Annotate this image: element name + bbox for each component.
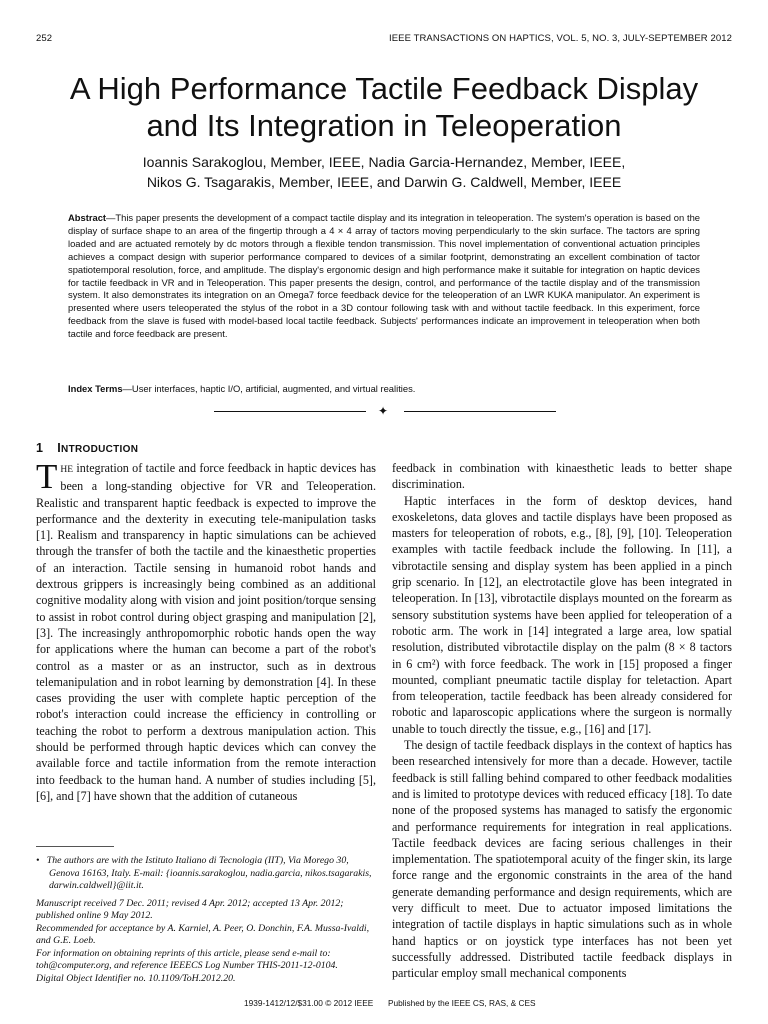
body-paragraph: feedback in combination with kinaesthetic leads to better shape discrimination. [392,461,732,492]
body-column-right [392,460,732,982]
footnote-rule [36,846,114,847]
running-head: IEEE TRANSACTIONS ON HAPTICS, VOL. 5, NO. 3, JULY-SEPTEMBER 2012 [388,33,732,44]
paper-title [20,70,748,144]
body-paragraph [36,457,376,804]
page-number: 252 [36,33,53,44]
author-list [40,152,728,192]
body-paragraph: The design of tactile feedback displays in the context of haptics has been researched intensively for more than a decade. However, tactile feedback is still falling behind compared to other feedback modalities and is limited to prototype devices with reduced efficacy [18]. To date none of the proposed systems has managed to satisfy the ergonomic and performance requirements for integration in real applications. Tactile feedback devices are facing serious challenges in their implementation. The spatiotemporal acuity of the finger skin, its large force range and the ergonomic constraints in the area of the hand generate demanding performance and design requirements, which are very difficult to meet. Due to actuator imposed limitations the integration of tactile displays in haptic simulations such as in whole hand haptics or on joystick type interfaces has not been yet successfully addressed. Distributed tactile feedback displays in particular employ small mechanical components [392,738,732,981]
footnote-doi: Digital Object Identifier no. 10.1109/ToH.2012.20. [36,972,236,984]
title-line-1: A High Performance Tactile Feedback Display [69,71,699,106]
publisher-line: Published by the IEEE CS, RAS, & CES [388,998,536,1008]
section-divider [214,404,556,418]
divider-rule-left [214,411,366,412]
index-terms [68,382,700,395]
authors-line-1: Ioannis Sarakoglou, Member, IEEE, Nadia Garcia-Hernandez, Member, IEEE, [142,154,626,170]
index-terms-text: —User interfaces, haptic I/O, artificial, augmented, and virtual realities. [122,383,416,394]
dropcap-smallcaps: HE [60,465,74,475]
index-terms-label: Index Terms [68,383,123,394]
body-paragraph: Haptic interfaces in the form of desktop devices, hand exoskeletons, data gloves and tactile displays have been proposed as masters for teleoperation of robots, e.g., [8], [9], [10]. Teleoperation examples with tactile feedback include the following. In [11], a vibrotactile sensing and display system has been applied in a pinch grip scenario. In [12], an electrotactile glove has been integrated in teleoperation. In [13], vibrotactile displays mounted on the forearm as sensory substitution systems have been applied for teleoperation of a robotic arm. The work in [14] integrated a large area, low spatial resolution, distributed vibrotactile display on the palm (8 × 8 tactors in 6 cm²) with force feedback. The work in [15] proposed a finger mounted, compliant pneumatic tactile display for teletaction. Apart from teleoperation, tactile feedback has been already considered for robotic and laparoscopic applications where the surgeon is normally unable to touch directly the tissue, e.g., [16] and [17]. [392,493,732,736]
footnote-affiliation [36,855,376,893]
abstract [68,212,700,341]
authors-line-2: Nikos G. Tsagarakis, Member, IEEE, and Darwin G. Caldwell, Member, IEEE [146,174,622,190]
divider-diamond-icon: ✦ [378,404,389,418]
affiliation-text: The authors are with the Istituto Italiano di Tecnologia (IIT), Via Morego 30, Genova 16163, Italy. E-mail: {ioannis.sarakoglou, nadia.garcia, nikos.tsagarakis, darwin.caldwell}@iit.it. [46,855,372,891]
bullet-icon: • [36,855,40,866]
section-title-initial: I [57,441,62,455]
title-line-2: and Its Integration in Teleoperation [146,108,622,143]
dropcap: T [36,457,58,496]
page-header [36,33,732,47]
page-footer [0,998,768,1010]
abstract-text: —This paper presents the development of a compact tactile display and its integration in teleoperation. The system's operation is based on the display of surface shape to an area of the fingertip through a 4 × 4 array of tactors moving perpendicularly to the skin surface. The tactors are spring loaded and are actuated remotely by dc motors through a flexible tendon transmission. This novel implementation of conventional actuation principles achieves a compact design with superior performance compared to devices of a similar footprint, demonstrating an excellent combination of tactor spatiotemporal resolution, force, and amplitude. The display's ergonomic design and high performance make it suitable for integration on haptic devices for tactile feedback in VR and in Teleoperation. This paper presents the design, control, and performance of the tactile display and of the transmission system. It also demonstrates its integration on an Omega7 force feedback device for the teleoperation of an LWR KUKA manipulator. An experiment is presented where users teleoperated the stylus of the robot in a 3D contour following task with and without tactile feedback. In this experiment, force feedback from the slave is fused with model-based local tactile feedback. Subjects' performances indicate an improvement in teleoperation when both tactile and force feedback are present. [68,212,700,340]
copyright-line: 1939-1412/12/$31.00 © 2012 IEEE [244,998,374,1008]
footnote-manuscript: Manuscript received 7 Dec. 2011; revised 4 Apr. 2012; accepted 13 Apr. 2012; published online 9 May 2012. [36,897,344,921]
abstract-label: Abstract [68,212,107,223]
footnote-reprints: For information on obtaining reprints of this article, please send e-mail to: toh@computer.org, and reference IEEECS Log Number THIS-2011-12-0104. [36,947,338,971]
divider-rule-right [404,411,556,412]
footnotes [36,855,376,985]
section-title-rest: NTRODUCTION [61,444,139,455]
footnote-recommended: Recommended for acceptance by A. Karniel, A. Peer, O. Donchin, F.A. Mussa-Ivaldi, and G.E. Loeb. [36,922,370,946]
body-column-left [36,457,376,804]
paragraph-text: integration of tactile and force feedback in haptic devices has been a long-standing objective for VR and Teleoperation. Realistic and transparent haptic feedback is expected to improve the performance and the dexterity in executing tele-manipulation tasks [1]. Realism and transparency in haptic simulations can be achieved through the transfer of both the tactile and the kinaesthetic properties of an interaction. Tactile sensing in humanoid robot hands and dextrous grippers is increasingly being combined as an additional cognitive modality along with vision and joint position/torque sensing to assist in robot control during object grasping and manipulation [2], [3]. The increasingly anthropomorphic robotic hands open the way for applications where the human can become a part of the robot's control as a master or as an instructor, such as in dextrous telemanipulation and in robot learning by demonstration [4]. In these cases providing the user with complete haptic perception of the robot's interaction could increase the efficiency in controlling or teaching the robot to perform a dextrous manipulation action. This should be performed through haptic devices which can convey the available force and tactile information from the remote interaction into feedback to the human hand. A number of studies including [5], [6], and [7] have shown that the addition of cutaneous [36,461,376,803]
section-number: 1 [36,441,44,455]
section-heading [36,441,138,455]
